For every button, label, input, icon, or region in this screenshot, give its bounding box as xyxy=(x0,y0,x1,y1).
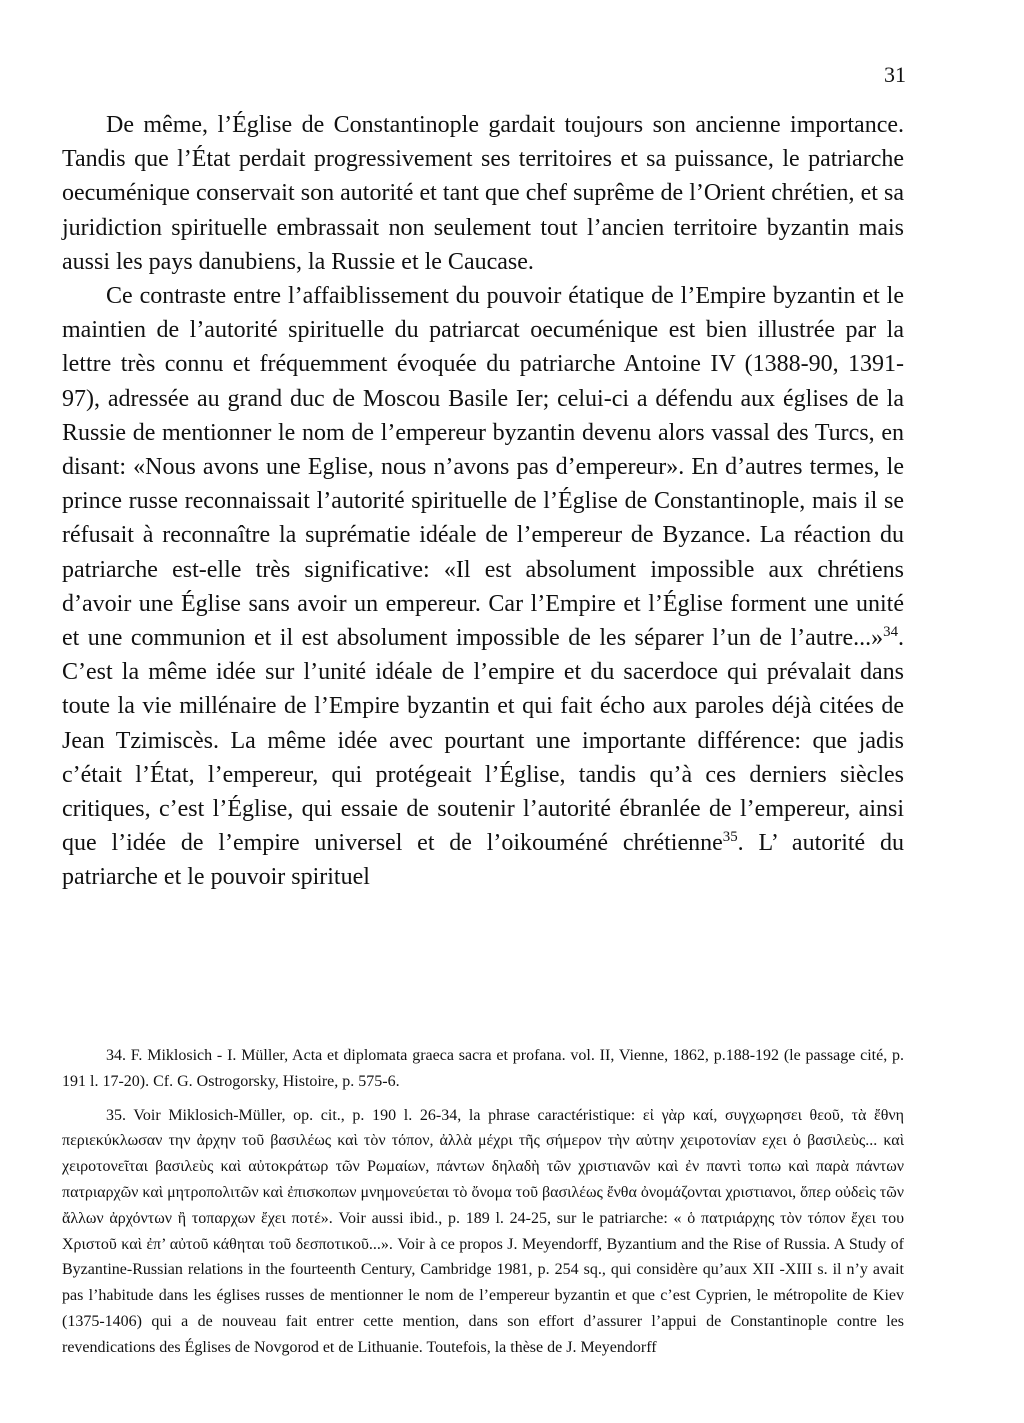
footnote-ref-35: 35 xyxy=(722,829,738,846)
body-text xyxy=(62,108,904,895)
paragraph-2-text: Ce contraste entre l’affaiblissement du pouvoir étatique de l’Empire byzantin et le maintien de l’autorité spirituelle du patriarcat oecuménique est bien illustrée par la lettre très connu et fréquemment évoquée du patriarche Antoine IV (1388-90, 1391-97), adressée au grand duc de Moscou Basile Ier; celui-ci a défendu aux églises de la Russie de mentionner le nom de l’empereur byzantin devenu alors vassal des Turcs, en disant: «Nous avons une Eglise, nous n’avons pas d’empereur». En d’autres termes, le prince russe reconnaissait l’autorité spirituelle de l’Église de Constantinople, mais il se réfusait à reconnaître la suprématie idéale de l’empereur de Byzance. La réaction du patriarche est-elle très significative: «Il est absolument impossible aux chrétiens d’avoir une Église sans avoir un empereur. Car l’Empire et l’Église forment une unité et une communion et il est absolument impossible de les séparer l’un de l’autre...» xyxy=(62,283,904,652)
paragraph-1: De même, l’Église de Constantinople gardait toujours son ancienne importance. Tandis que l’État perdait progressivement ses territoires et sa puissance, le patriarche oecuménique conservait son autorité et tant que chef suprême de l’Orient chrétien, et sa juridiction spirituelle embrassait non seulement tout l’ancien territoire byzantin mais aussi les pays danubiens, la Russie et le Caucase. xyxy=(62,112,904,275)
footnotes xyxy=(62,1043,904,1369)
footnote-ref-34: 34 xyxy=(883,624,898,641)
paragraph-2-cont2: . L’ autorité du patriarche et le pouvoir spirituel xyxy=(62,830,905,891)
footnote-34: 34. F. Miklosich - I. Müller, Acta et diplomata graeca sacra et profana. vol. II, Vienne, 1862, p.188-192 (le passage cité, p. 191 l. 17-20). Cf. G. Ostrogorsky, Histoire, p. 575-6. xyxy=(62,1047,904,1090)
footnote-35: 35. Voir Miklosich-Müller, op. cit., p. 190 l. 26-34, la phrase caractéristique: εἰ γὰρ καί, συγχωρησει θεοῦ, τὰ ἔθνη περιεκύκλωσαν την ἀρχην τοῦ βασιλέως καὶ τὸν τόπον, ἀλλὰ μέχρι τῆς σήμερον τὴν αὐτην χειροτονίαν εχει ὁ βασιλεὺς... καὶ χειροτονεῖται βασιλεὺς καὶ αὐτοκράτωρ τῶν Ρωμαίων, πάντων δηλαδὴ τῶν χριστιανῶν καὶ ἐν παντὶ τοπω καὶ παρὰ πάντων πατριαρχῶν καὶ μητροπολιτῶν καὶ ἐπισκοπων μνημονεύεται τὸ ὄνομα τοῦ βασιλέως ἔνθα ὀνομάζονται χριστιανοι, ὅπερ οὐδεὶς τῶν ἄλλων ἀρχόντων ἢ τοπαρχων ἔχει ποτέ». Voir aussi ibid., p. 189 l. 24-25, sur le patriarche: « ὁ πατριάρχης τὸν τόπον ἔχει του Χριστοῦ καὶ ἐπ’ αὐτοῦ κάθηται τοῦ δεσποτικοῦ...». Voir à ce propos J. Meyendorff, Byzantium and the Rise of Russia. A Study of Byzantine-Russian relations in the fourteenth Century, Cambridge 1981, p. 254 sq., qui considère qu’aux XII -XIII s. il n’y avait pas l’habitude dans les églises russes de mentionner le nom de l’empereur byzantin et que c’est Cyprien, le métropolite de Kiev (1375-1406) qui a de nouveau fait entrer cette mention, dans son effort d’assurer l’appui de Constantinople contre les revendications des Églises de Novgorod et de Lithuanie. Toutefois, la thèse de J. Meyendorff xyxy=(62,1106,904,1356)
page-number: 31 xyxy=(884,62,906,87)
paragraph-2 xyxy=(62,279,904,895)
paragraph-2-cont: . C’est la même idée sur l’unité idéale de l’empire et du sacerdoce qui prévalait dans toute la vie millénaire de l’Empire byzantin et qui fait écho aux paroles déjà citées de Jean Tzimiscès. La même idée avec pourtant une importante différence: que jadis c’était l’État, l’empereur, qui protégeait l’Église, tandis qu’à ces derniers siècles critiques, c’est l’Église, qui essaie de soutenir l’autorité ébranlée de l’empereur, ainsi que l’idée de l’empire universel et de l’oikouméné chrétienne xyxy=(62,625,904,857)
